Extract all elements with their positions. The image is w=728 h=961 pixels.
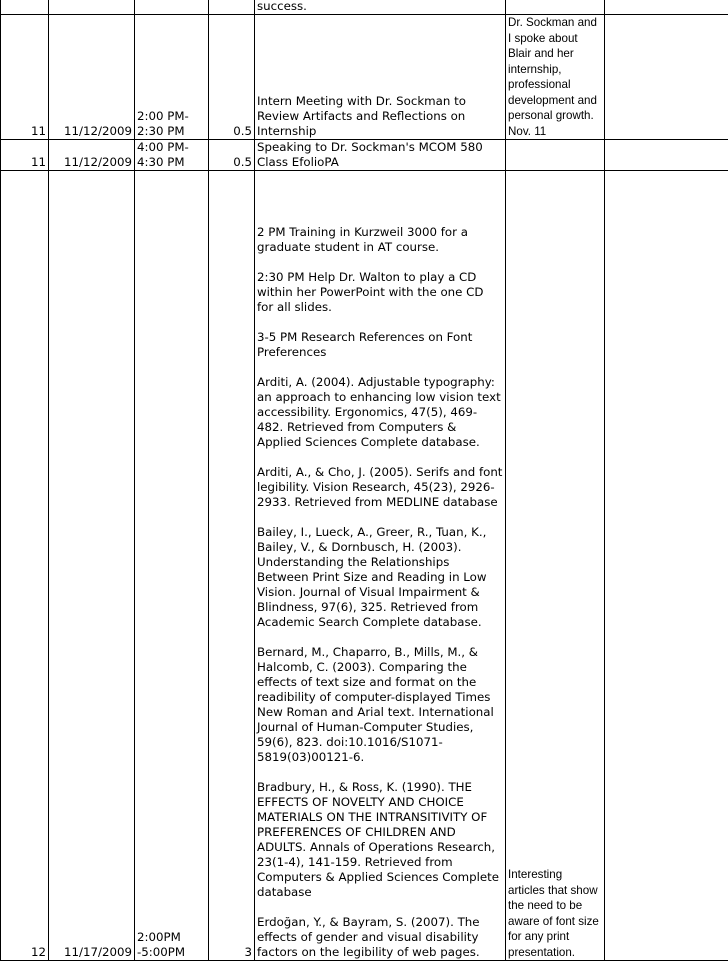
time-cell xyxy=(135,0,209,15)
note-cell: Interesting articles that show the need to be aware of font size for any print presentation. xyxy=(506,171,605,961)
hours-cell: 0.5 xyxy=(209,15,255,140)
activity-paragraph: Intern Meeting with Dr. Sockman to Review Artifacts and Reflections on Internship xyxy=(257,94,503,139)
note-cell xyxy=(506,0,605,15)
activity-cell xyxy=(255,171,506,961)
activity-paragraph: 2 PM Training in Kurzweil 3000 for a graduate student in AT course. xyxy=(257,225,503,255)
time-cell: 2:00PM -5:00PM xyxy=(135,171,209,961)
activity-paragraph: Bailey, I., Lueck, A., Greer, R., Tuan, K., Bailey, V., & Dornbusch, H. (2003). Understanding the Relationships Between Print Size and Reading in Low Vision. Journal of Visual Impairment & Blindness, 97(6), 325. Retrieved from Academic Search Complete database. xyxy=(257,525,503,630)
log-body xyxy=(1,0,728,961)
date-cell: 11/12/2009 xyxy=(49,15,135,140)
empty-cell xyxy=(605,0,728,15)
activity-cell xyxy=(255,140,506,171)
week-cell: 12 xyxy=(1,171,49,961)
date-cell xyxy=(49,0,135,15)
date-cell: 11/12/2009 xyxy=(49,140,135,171)
table-row xyxy=(1,171,728,961)
time-cell: 4:00 PM- 4:30 PM xyxy=(135,140,209,171)
activity-cell xyxy=(255,15,506,140)
activity-paragraph: 2:30 PM Help Dr. Walton to play a CD within her PowerPoint with the one CD for all slides. xyxy=(257,270,503,315)
hours-cell xyxy=(209,0,255,15)
table-row xyxy=(1,15,728,140)
activity-cell xyxy=(255,0,506,15)
activity-paragraph: 3-5 PM Research References on Font Preferences xyxy=(257,330,503,360)
activity-paragraph: success. xyxy=(257,0,503,14)
note-cell xyxy=(506,140,605,171)
hours-cell: 3 xyxy=(209,171,255,961)
time-cell: 2:00 PM- 2:30 PM xyxy=(135,15,209,140)
activity-paragraph: Bradbury, H., & Ross, K. (1990). THE EFFECTS OF NOVELTY AND CHOICE MATERIALS ON THE INTRANSITIVITY OF PREFERENCES OF CHILDREN AND ADULTS. Annals of Operations Research, 23(1-4), 141-159. Retrieved from Computers & Applied Sciences Complete database xyxy=(257,780,503,900)
activity-paragraph: Arditi, A. (2004). Adjustable typography: an approach to enhancing low vision text accessibility. Ergonomics, 47(5), 469-482. Retrieved from Computers & Applied Sciences Complete database. xyxy=(257,375,503,450)
activity-paragraph: Bernard, M., Chaparro, B., Mills, M., & Halcomb, C. (2003). Comparing the effects of text size and format on the readibility of computer-displayed Times New Roman and Arial text. International Journal of Human-Computer Studies, 59(6), 823. doi:10.1016/S1071-5819(03)00121-6. xyxy=(257,645,503,765)
date-cell: 11/17/2009 xyxy=(49,171,135,961)
note-cell: Dr. Sockman and I spoke about Blair and her internship, professional development and personal growth. Nov. 11 xyxy=(506,15,605,140)
activity-paragraph: Arditi, A., & Cho, J. (2005). Serifs and font legibility. Vision Research, 45(23), 2926-2933. Retrieved from MEDLINE database xyxy=(257,465,503,510)
empty-cell xyxy=(605,171,728,961)
activity-paragraph: Speaking to Dr. Sockman's MCOM 580 Class EfolioPA xyxy=(257,140,503,170)
table-row xyxy=(1,0,728,15)
table-row xyxy=(1,140,728,171)
empty-cell xyxy=(605,140,728,171)
empty-cell xyxy=(605,15,728,140)
week-cell xyxy=(1,0,49,15)
activity-paragraph: Erdoğan, Y., & Bayram, S. (2007). The effects of gender and visual disability factors on the legibility of web pages. xyxy=(257,915,503,960)
week-cell: 11 xyxy=(1,15,49,140)
hours-cell: 0.5 xyxy=(209,140,255,171)
week-cell: 11 xyxy=(1,140,49,171)
